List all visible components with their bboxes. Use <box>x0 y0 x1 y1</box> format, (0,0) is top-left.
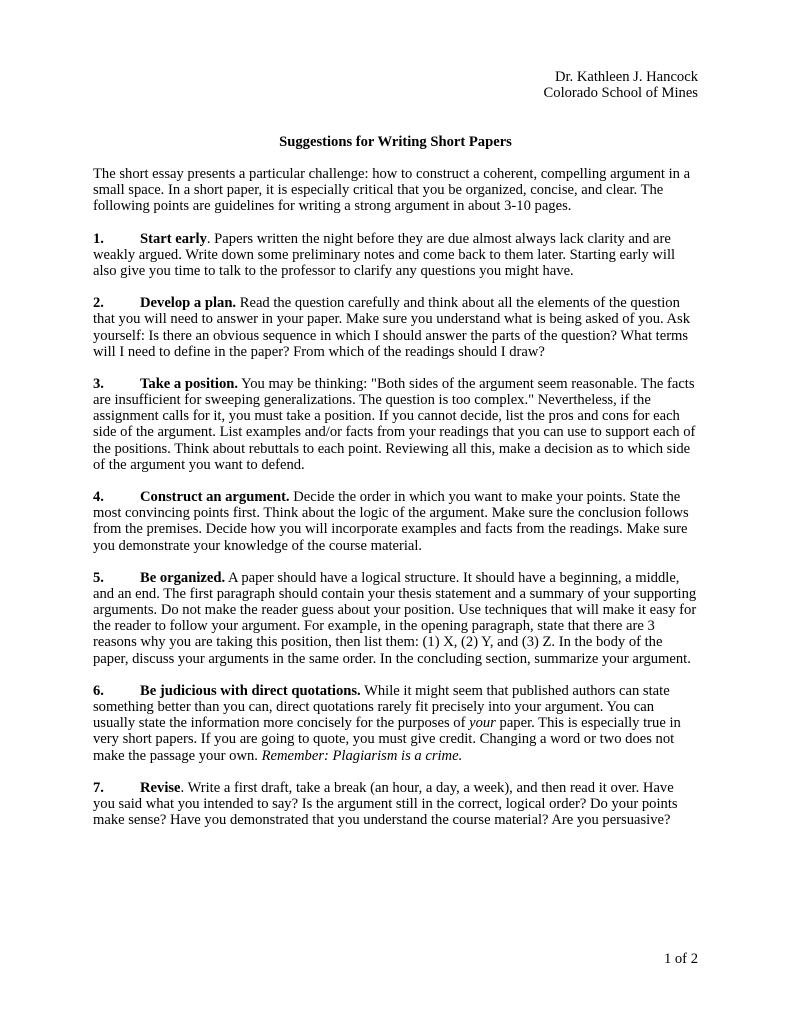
point-2 <box>93 295 699 360</box>
point-text: You may be thinking: "Both sides of the argument seem reasonable. The facts are insufficient for sweeping generalizations. The question is too complex." Nevertheless, if the assignment calls for it, you must take a position. If you cannot decide, list the pros and cons for each side of the argument. List examples and/or facts from your readings that you can use to support each of the positions. Think about rebuttals to each point. Reviewing all this, make a decision as to which side of the argument you want to defend. <box>93 375 696 473</box>
point-text: Decide the order in which you want to make your points. State the most convincing points first. Think about the logic of the argument. Make sure the conclusion follows from the premises. Decide how you will incorporate examples and facts from the readings. Make sure you demonstrate your knowledge of the course material. <box>93 489 689 554</box>
point-text: . Papers written the night before they are due almost always lack clarity and are weakly argued. Write down some preliminary notes and come back to them later. Starting early will also give you time to talk to the professor to clarify any questions you might have. <box>93 230 676 279</box>
point-heading: Construct an argument. <box>140 489 290 506</box>
point-heading: Revise <box>140 779 181 796</box>
point-text: While it might seem that published authors can state something better than you can, direct quotations rarely fit precisely into your argument. You can usually state the information more concisely for the purposes of <box>93 682 670 732</box>
point-number: 6. <box>93 682 104 699</box>
point-heading: Be judicious with direct quotations. <box>140 682 361 699</box>
author-block <box>544 69 698 101</box>
document-title: Suggestions for Writing Short Papers <box>279 134 512 150</box>
point-5 <box>93 570 699 667</box>
point-4 <box>93 489 699 554</box>
point-text: . Write a first draft, take a break (an hour, a day, a week), and then read it over. Have you said what you intended to say? Is the argument still in the correct, logical order? Do your points make sense? Have you demonstrated that you understand the course material? Are you persuasive? <box>93 779 678 829</box>
point-number: 4. <box>93 489 104 506</box>
point-text: A paper should have a logical structure. It should have a beginning, a middle, and an end. The first paragraph should contain your thesis statement and a summary of your supporting arguments. Do not make the reader guess about your position. Use techniques that will make it easy for the reader to follow your argument. For example, in the opening paragraph, state that there are 3 reasons why you are taking this position, then list them: (1) X, (2) Y, and (3) Z. In the body of the paper, discuss your arguments in the same order. In the concluding section, summarize your argument. <box>93 569 697 667</box>
plagiarism-reminder: Remember: Plagiarism is a crime. <box>261 747 463 764</box>
point-3 <box>93 376 699 473</box>
point-text-continued: paper. This is especially true in very short papers. If you are going to quote, you must give credit. Changing a word or two does not make the passage your own. <box>93 715 681 764</box>
point-1 <box>93 231 699 279</box>
point-6 <box>93 683 699 764</box>
point-number: 2. <box>93 295 104 312</box>
author-institution: Colorado School of Mines <box>543 85 698 102</box>
point-heading: Start early <box>140 230 207 247</box>
point-heading: Take a position. <box>140 375 239 392</box>
point-number: 5. <box>93 569 104 586</box>
intro-paragraph: The short essay presents a particular challenge: how to construct a coherent, compelling argument in a small space. In a short paper, it is especially critical that you be organized, concise, and clear. The following points are guidelines for writing a strong argument in about 3-10 pages. <box>93 166 691 215</box>
point-heading: Develop a plan. <box>140 295 237 312</box>
point-number: 1. <box>93 230 104 247</box>
point-text: Read the question carefully and think about all the elements of the question that you will need to answer in your paper. Make sure you understand what is being asked of you. Ask yourself: Is there an obvious sequence in which I should answer the parts of the question? What terms will I need to define in the paper? From which of the readings should I draw? <box>93 295 691 360</box>
author-name: Dr. Kathleen J. Hancock <box>554 69 698 85</box>
point-heading: Be organized. <box>140 569 226 586</box>
point-number: 3. <box>93 375 104 392</box>
point-number: 7. <box>93 779 104 796</box>
document-body <box>93 166 699 844</box>
point-emphasis: your <box>469 715 496 732</box>
point-7 <box>93 780 699 828</box>
page-number: 1 of 2 <box>663 951 698 967</box>
